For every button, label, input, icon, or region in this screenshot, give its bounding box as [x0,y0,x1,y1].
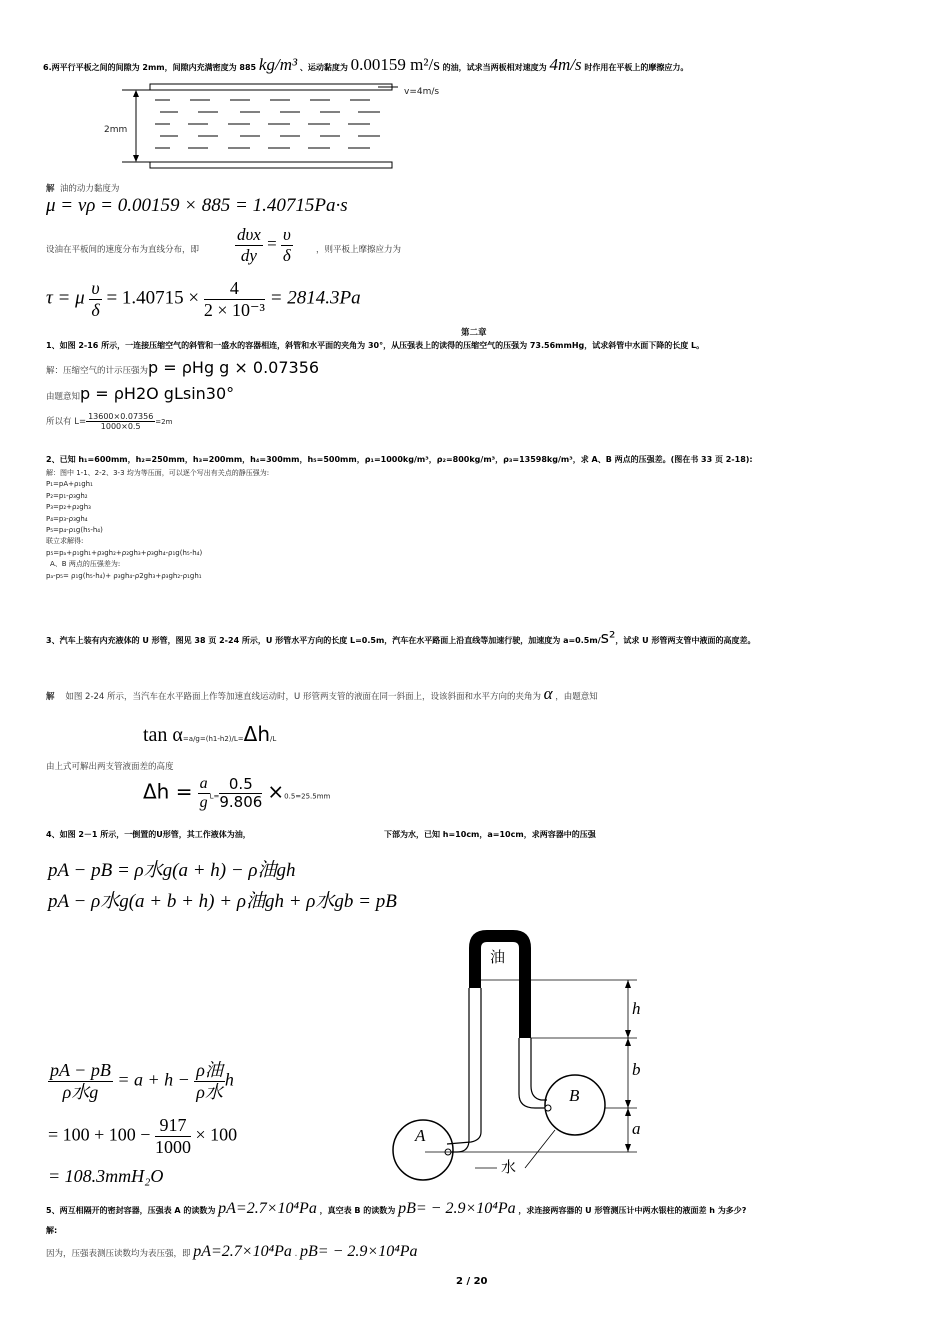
c4-eq1: pA − pB = ρ水g(a + h) − ρ油gh [48,860,296,881]
fig-gap-label: 2mm [104,125,128,135]
c2-line: P₁=pA+ρ₁gh₁ [46,480,93,489]
c2-line: 解：图中 1-1、2-2、3-3 均为等压面，可以逐个写出有关点的静压强为: [46,469,270,477]
chapter-title: 第二章 [461,328,487,338]
q6-solution-intro: 解 油的动力黏度为 [46,184,120,194]
c4-eq4: = 100 + 100 − $\frac{917}{1000}$ × 100 [48,1115,238,1157]
c5-sol: 因为，压强表测压读数均为表压强，即 pA=2.7×10⁴Pa . pB= − 2.9×10⁴Pa [46,1243,418,1260]
c2-solution [46,468,269,582]
c1-question: 1、如图 2-16 所示，一连接压缩空气的斜管和一盛水的容器相连，斜管和水平面的夹角为 30°，从压强表上的读得的压缩空气的压强为 73.56mmHg，试求斜管中水面下降的长度 L。 [46,341,705,350]
c5-sol-label: 解: [46,1226,58,1235]
c1-sol-line2: 由题意知p = ρH2O gLsin30° [46,384,235,403]
page-number: 2 / 20 [456,1276,488,1287]
c3-tan-eq: tan α=a/g=(h1-h2)/L=Δh/L [143,722,277,746]
c4-question-tail: 下部为水，已知 h=10cm，a=10cm，求两容器中的压强 [384,830,596,839]
c2-line: p₅=pₐ+ρ₁gh₁+ρ₃gh₂+ρ₂gh₃+ρ₃gh₄-ρ₁g(h₅-h₄) [46,548,203,557]
q6-question: 6.两平行平板之间的间隙为 2mm，间隙内充满密度为 885 kg/m³ 、运动黏度为 0.00159 m²/s 的油，试求当两板相对速度为 4m/s 时作用在平板上的摩擦应力。 [43,55,689,74]
c4-question: 4、如图 2－1 所示，一倒置的U形管，其工作液体为油， [46,830,251,839]
c3-sol: 解 如图 2-24 所示，当汽车在水平路面上作等加速直线运动时，U 形管两支管的液面在同一斜面上，设该斜面和水平方向的夹角为 α ，由题意知 [46,684,598,703]
c2-line: A、B 两点的压强差为: [50,560,121,569]
fig-oil-label: 油 [490,948,506,966]
c3-derive: 由上式可解出两支管液面差的高度 [46,762,174,772]
c2-line: pₐ-p₅= ρ₁g(h₅-h₄)+ ρ₃gh₄-ρ2gh₃+ρ₃gh₂-ρ₁gh₁ [46,571,202,580]
c3-dh-eq: Δh = $\frac{a}{g}$ L= $\frac{0.5}{9.806}$ ×0.5=25.5mm [143,775,331,812]
fig-water-label: 水 [501,1158,517,1176]
u-tube-figure [385,918,675,1196]
fig-dim-a: a [632,1119,641,1138]
q6-assume-tail: ，则平板上摩擦应力为 [316,245,402,255]
c2-line: P₂=p₁-ρ₃gh₂ [46,491,88,500]
q6-assume: 设油在平板间的速度分布为直线分布，即 [46,245,200,255]
q6-eq-stress: τ = μ $\frac{\upsilon}{\delta}$ = 1.40715 × $\frac{4}{\text{2 × 10⁻³}}$ = 2814.3Pa [46,278,361,320]
c4-eq2: pA − ρ水g(a + b + h) + ρ油gh + ρ水gb = pB [48,891,397,912]
c4-eq3: $\frac{pA - pB}{\text{ρ水g}}$ = a + h − $\frac{\text{ρ油}}{\text{ρ水}}$ h [50,1060,234,1102]
q6-velocity-gradient: $\frac{\text{dυx}}{dy}$ = $\frac{\upsilon}{\delta}$ [237,225,291,265]
fig-velocity-label: v=4m/s [404,87,440,97]
fig-dim-b: b [632,1060,641,1079]
c2-line: P₅=p₄-ρ₁g(h₅-h₄) [46,526,103,535]
fig-vessel-b: B [569,1086,580,1105]
fig-vessel-a: A [415,1126,426,1145]
c5-question: 5、两互相隔开的密封容器，压强表 A 的读数为 pA=2.7×10⁴Pa ，真空表 B 的读数为 pB= − 2.9×10⁴Pa ，求连接两容器的 U 形管测压计中两水银柱的液面差 h 为多少? [46,1200,747,1217]
c3-question: 3、汽车上装有内充液体的 U 形管，图见 38 页 2-24 所示，U 形管水平方向的长度 L=0.5m，汽车在水平路面上沿直线等加速行驶，加速度为 a=0.5m/s²，试求 U 形管两支管中液面的高度差。 [46,628,756,647]
c2-line: P₃=p₂+ρ₂gh₃ [46,503,91,512]
c1-sol-line3: 所以有 L= $\frac{13600\times 0.07356}{1000\times 0.5}$ =2m [46,412,173,432]
fig-dim-h: h [632,999,641,1018]
c2-question: 2、已知 h₁=600mm，h₂=250mm，h₃=200mm，h₄=300mm，h₅=500mm，ρ₁=1000kg/m³，ρ₂=800kg/m³，ρ₃=13598kg/m³，求 A、B 两点的压强差。(图在书 33 页 2-18): [46,455,753,464]
c4-eq5: = 108.3mmH₂O [48,1166,164,1186]
c2-line: 联立求解得: [46,537,84,546]
q6-eq-viscosity: μ = νρ = 0.00159 × 885 = 1.40715Pa·s [46,195,348,216]
c2-line: P₄=p₃-ρ₃gh₄ [46,514,88,523]
c1-sol-line1: 解：压缩空气的计示压强为p = ρHg g × 0.07356 [46,358,320,377]
